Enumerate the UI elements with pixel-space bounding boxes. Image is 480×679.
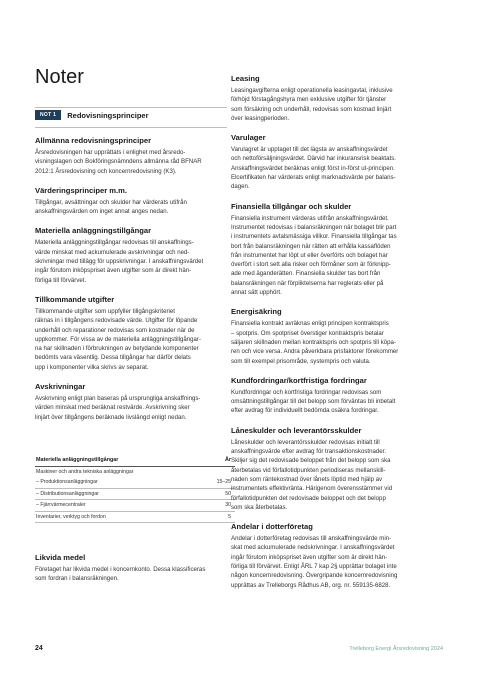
section-body: Avskrivning enligt plan baseras på ursprungliga anskaffnings- värden minskat med beräknat restvärde. Avskrivning sker linjärt över tillgångens beräknade livslängd enligt nedan. [35, 395, 201, 421]
page-title: Noter [35, 66, 84, 88]
depreciation-table [35, 455, 235, 523]
table-row [35, 489, 235, 501]
note-header [35, 110, 149, 120]
section-body: Låneskulder och leverantörsskulder redovisas initialt till anskaffningsvärde efter avdrag för transaktionskostnader. Skiljer sig det redovisade beloppet från det belopp som ska återbetalas vid förfallotidpunkten periodiseras mellanskill- naden som räntekostnad över lånets löptid med hjälp av instrumentets effektivränta. Härigenom överensstämmer vid förfallotidpunkten det redovisade beloppet och det belopp som ska återbetalas. [231, 438, 393, 511]
section-kundfordringar [231, 376, 443, 416]
section-body: Leasingavgifterna enligt operationella leasingavtal, inklusive förhöjd förstagångshyra men exklusive utgifter för tjänster som försäkring och underhåll, redovisas som kostnad linjärt över leasingperioden. [231, 87, 393, 122]
left-column [35, 136, 229, 432]
section-vardering [35, 186, 229, 217]
table-header [35, 455, 235, 467]
section-body: Finansiella instrument värderas utifrån anskaffningsvärdet. Instrumentet redovisas i balansräkningen när bolaget blir part i instrumentets avtalsmässiga villkor. Finansiella tillgångar tas bort från balansräkningen när rätten att erhålla kassaflöden från instrumentet har löpt ut eller överförts och bolaget har överfört i stort sett alla risker och förmåner som är förknipp- ade med äganderätten. Finansiella skulder tas bort från balansräkningen när förpliktelserna har reglerats eller på annat sätt upphört. [231, 214, 397, 297]
table-header-asset: Materiella anläggningstillgångar [36, 457, 119, 464]
table-group-label: Maskiner och andra tekniska anläggningar [36, 468, 134, 475]
section-body: Tillkommande utgifter som uppfyller tillgångskriteriet räknas in i tillgångens redovisade värde. Utgifter för löpande underhåll och reparationer redovisas som kostnader när de uppkommer. För vissa av de materiella anläggningstillgångar- na har skillnaden i förbrukningen av betydande komponenter bedömts vara väsentlig. Dessa tillgångar har därför delats upp i komponenter vilka skrivs av separat. [35, 307, 201, 371]
section-body: Varulagret är upptaget till det lägsta av anskaffningsvärdet och nettoförsäljningsvärdet. Därvid har inkuransrisk beaktats. Anskaffningsvärdet beräknas enligt först in-först ut-principen. Elcertifikaten har värderats enligt marknadsvärde per balans- dagen. [231, 146, 396, 191]
section-avskrivningar [35, 382, 229, 422]
section-materiella [35, 226, 229, 284]
table-cell-asset: Inventarier, verktyg och fordon [36, 513, 106, 520]
section-body: Tillgångar, avsättningar och skulder har värderats utifrån anskaffningsvärden om inget annat anges nedan. [35, 198, 187, 216]
page-number: 24 [35, 645, 43, 652]
note-badge: NOT 1 [35, 110, 61, 120]
section-heading: Energisäkring [231, 307, 282, 317]
section-heading: Kundfordringar/kortfristiga fordringar [231, 375, 367, 385]
section-heading: Allmänna redovisningsprinciper [35, 136, 152, 145]
section-likvida [35, 553, 229, 584]
section-heading: Tillkommande utgifter [35, 294, 115, 304]
table-row [35, 500, 235, 512]
section-andelar [231, 522, 443, 590]
section-heading: Leasing [231, 74, 260, 83]
table-row [35, 477, 235, 489]
section-heading: Materiella anläggningstillgångar [35, 226, 152, 236]
section-heading: Likvida medel [35, 553, 86, 562]
section-laneskulder [231, 426, 443, 512]
table-cell-years: 50 [225, 490, 231, 497]
section-energisakring [231, 307, 443, 365]
note-title: Redovisningsprinciper [67, 110, 149, 120]
section-body: Företaget har likvida medel i koncernkonto. Dessa klassificeras som fordran i balansräkningen. [35, 566, 206, 583]
divider-bottom [35, 127, 227, 128]
section-heading: Varulager [231, 133, 266, 143]
divider-top [35, 107, 227, 108]
section-allmanna [35, 136, 229, 176]
table-cell-years: 15–25 [216, 479, 231, 486]
section-heading: Värderingsprinciper m.m. [35, 185, 127, 195]
table-cell-asset: – Distributionsanläggningar [36, 490, 99, 497]
table-header-years: År [225, 457, 231, 464]
section-finansiella [231, 202, 443, 298]
section-body: Materiella anläggningstillgångar redovisas till anskaffnings- värde minskat med ackumulerade avskrivningar och ned- skrivningar med tillägg för uppskrivningar. I anskaffningsvärdet ingår förutom inköpspriset även utgifter som är direkt hän- förliga till förvärvet. [35, 239, 204, 284]
section-heading: Finansiella tillgångar och skulder [231, 201, 352, 211]
table-cell-years: 5 [228, 513, 231, 520]
table-row [35, 512, 235, 524]
footer-report-title: Trelleborg Energi Årsredovisning 2024 [349, 646, 443, 652]
section-heading: Avskrivningar [35, 382, 86, 392]
section-tillkommande [35, 295, 229, 372]
table-group-row [35, 467, 235, 478]
section-heading: Andelar i dotterföretag [231, 522, 313, 532]
section-body: Kundfordringar och kortfristiga fordringar redovisas som omsättningstillgångar till det belopp som förväntas bli inbetalt efter avdrag för individuellt bedömda osäkra fordringar. [231, 388, 396, 415]
right-column [231, 74, 443, 600]
table-cell-asset: – Produktionsanläggningar [36, 479, 98, 486]
section-body: Årsredovisningen har upprättats i enlighet med årsredo- visningslagen och Bokföringsnämndens allmänna råd BFNAR 2012:1 Årsredovisning och koncernredovisning (K3). [35, 149, 202, 175]
section-leasing [231, 74, 443, 123]
section-body: Finansiella kontrakt avräknas enligt principen kontraktspris – spotpris. Om spotpriset överstiger kontraktspris betalar säljaren skillnaden mellan kontraktspris och spotpris till köpa- ren och vice versa. Andra påverkbara prisfaktorer förekommer som till exempel prisområde, systempris och valuta. [231, 320, 399, 365]
section-varulager [231, 133, 443, 191]
table-cell-years: 30 [225, 502, 231, 509]
table-cell-asset: – Fjärrvärmecentraler [36, 502, 86, 509]
section-body: Andelar i dotterföretag redovisas till anskaffningsvärde min- skat med ackumulerade nedskrivningar. I anskaffningsvärdet ingår förutom inköpspriset även utgifter som är direkt hän- förliga till förvärvet. Enligt ÅRL 7 kap 2§ upprättar bolaget inte någon koncernredovisning. Övergripande koncernredovisning upprättas av Trelleborgs Rådhus AB, org. nr. 559135-6828. [231, 535, 398, 589]
section-heading: Låneskulder och leverantörsskulder [231, 425, 362, 435]
